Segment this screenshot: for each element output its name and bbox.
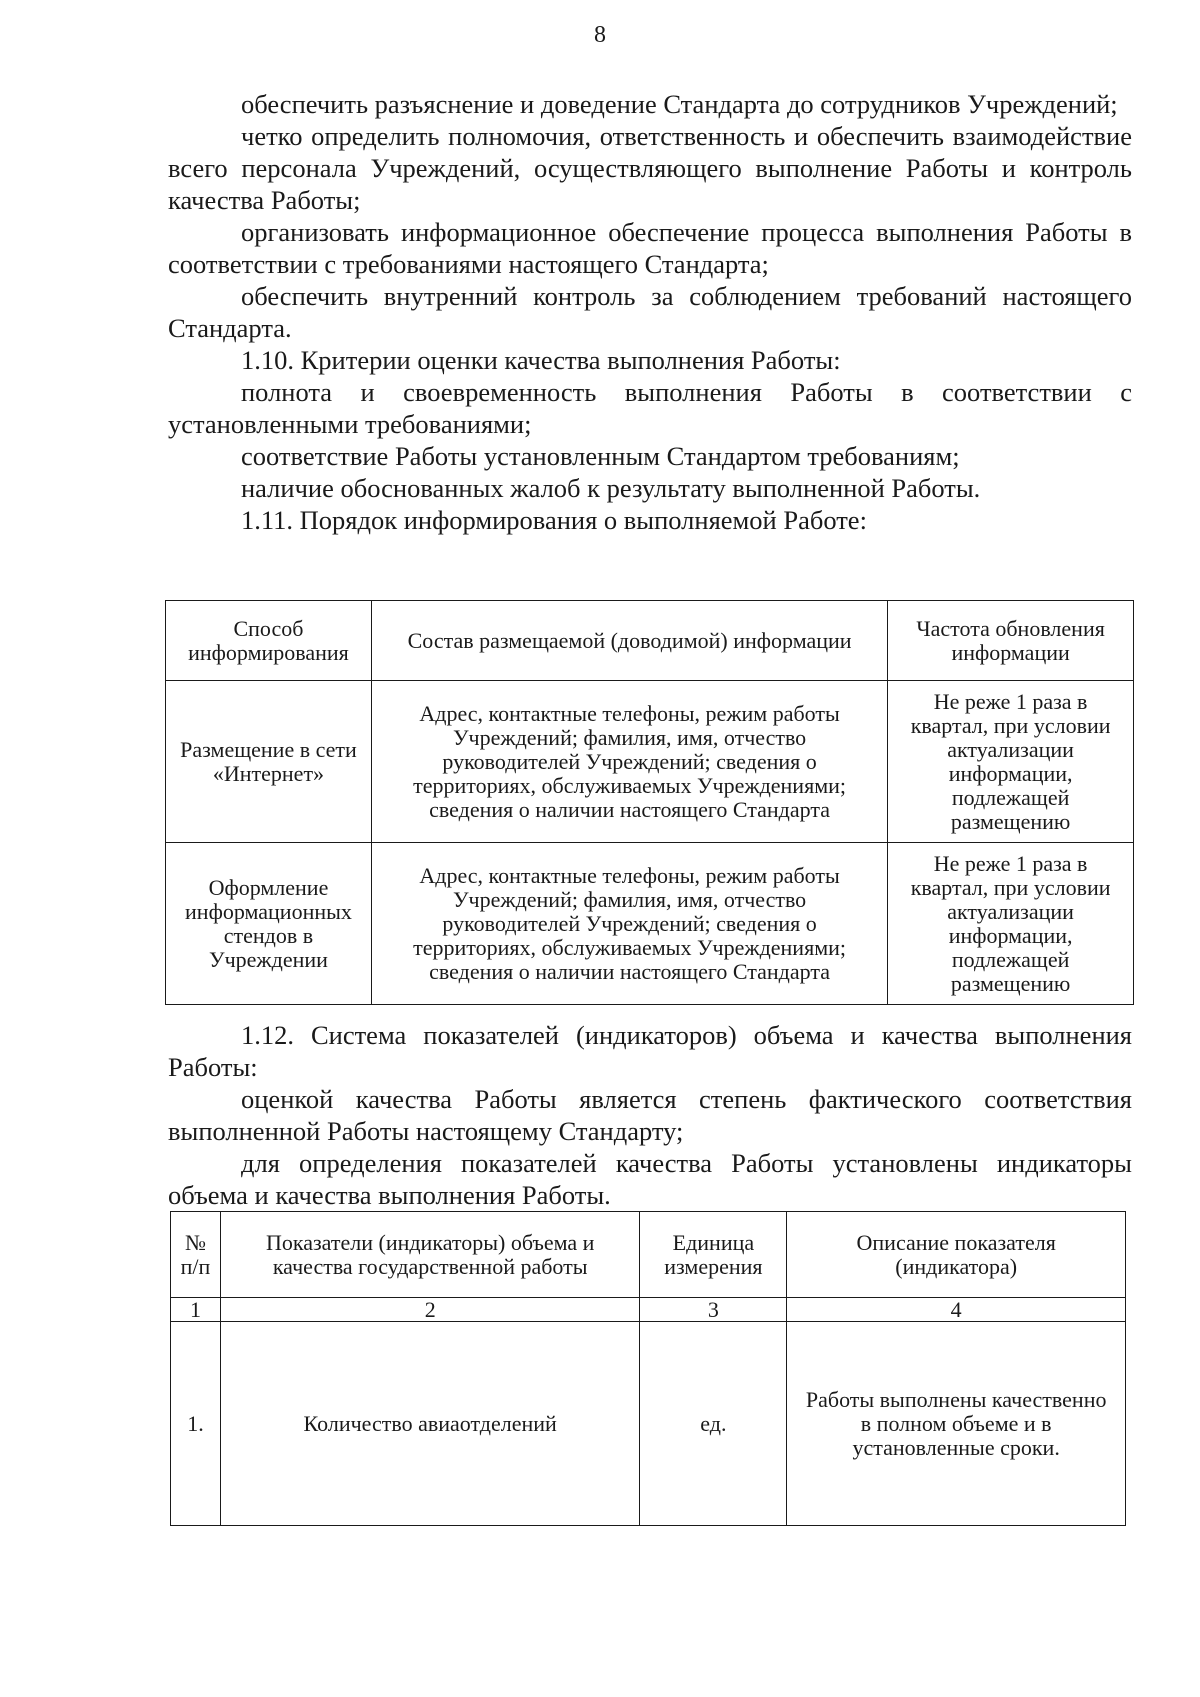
- paragraph: обеспечить разъяснение и доведение Стандарта до сотрудников Учреждений;: [241, 89, 1118, 119]
- table-header-cell: № п/п: [171, 1212, 221, 1298]
- table-cell: ед.: [640, 1322, 787, 1526]
- table-cell: 2: [220, 1298, 639, 1322]
- table-row: [171, 1322, 1126, 1526]
- informing-table: [165, 600, 1134, 1005]
- table-header-cell: Состав размещаемой (доводимой) информации: [371, 601, 887, 681]
- page-number: 8: [594, 22, 606, 48]
- table-header-row: [171, 1212, 1126, 1298]
- table-cell: 3: [640, 1298, 787, 1322]
- paragraph: оценкой качества Работы является степень фактического соответствия выполненной Работы настоящему Стандарту;: [168, 1084, 1132, 1146]
- paragraph: полнота и своевременность выполнения Работы в соответствии с установленными требованиями;: [168, 377, 1132, 439]
- section-heading-1-11: 1.11. Порядок информирования о выполняемой Работе:: [241, 505, 867, 535]
- section-heading-1-12: 1.12. Система показателей (индикаторов) объема и качества выполнения Работы:: [168, 1020, 1132, 1082]
- table-header-cell: Единица измерения: [640, 1212, 787, 1298]
- table-cell: 1.: [171, 1322, 221, 1526]
- top-text-block: [168, 88, 1132, 536]
- table-cell: 1: [171, 1298, 221, 1322]
- paragraph: для определения показателей качества Работы установлены индикаторы объема и качества выполнения Работы.: [168, 1148, 1132, 1210]
- table-cell: Количество авиаотделений: [220, 1322, 639, 1526]
- table-header-cell: Способ информирования: [166, 601, 372, 681]
- table-cell: Оформление информационных стендов в Учреждении: [166, 843, 372, 1005]
- table-row: [166, 681, 1134, 843]
- table-cell: Работы выполнены качественно в полном объеме и в установленные сроки.: [787, 1322, 1126, 1526]
- paragraph: четко определить полномочия, ответственность и обеспечить взаимодействие всего персонала Учреждений, осуществляющего выполнение Работы и контроль качества Работы;: [168, 121, 1132, 215]
- paragraph: соответствие Работы установленным Стандартом требованиям;: [241, 441, 960, 471]
- table-cell: Размещение в сети «Интернет»: [166, 681, 372, 843]
- table-cell: Не реже 1 раза в квартал, при условии актуализации информации, подлежащей размещению: [888, 843, 1134, 1005]
- section-heading-1-10: 1.10. Критерии оценки качества выполнения Работы:: [241, 345, 841, 375]
- table-numbering-row: [171, 1298, 1126, 1322]
- table-cell: Адрес, контактные телефоны, режим работы Учреждений; фамилия, имя, отчество руководителей Учреждений; сведения о территориях, обслуживаемых Учреждениями; сведения о наличии настоящего Стандарта: [371, 681, 887, 843]
- paragraph: наличие обоснованных жалоб к результату выполненной Работы.: [241, 473, 981, 503]
- table-header-cell: Показатели (индикаторы) объема и качества государственной работы: [220, 1212, 639, 1298]
- table-header-cell: Частота обновления информации: [888, 601, 1134, 681]
- indicators-table: [170, 1211, 1126, 1526]
- table-cell: 4: [787, 1298, 1126, 1322]
- table-cell: Не реже 1 раза в квартал, при условии актуализации информации, подлежащей размещению: [888, 681, 1134, 843]
- table-row: [166, 843, 1134, 1005]
- paragraph: организовать информационное обеспечение процесса выполнения Работы в соответствии с требованиями настоящего Стандарта;: [168, 217, 1132, 279]
- table-cell: Адрес, контактные телефоны, режим работы Учреждений; фамилия, имя, отчество руководителей Учреждений; сведения о территориях, обслуживаемых Учреждениями; сведения о наличии настоящего Стандарта: [371, 843, 887, 1005]
- middle-text-block: [168, 1019, 1132, 1211]
- table-header-cell: Описание показателя (индикатора): [787, 1212, 1126, 1298]
- paragraph: обеспечить внутренний контроль за соблюдением требований настоящего Стандарта.: [168, 281, 1132, 343]
- table-header-row: [166, 601, 1134, 681]
